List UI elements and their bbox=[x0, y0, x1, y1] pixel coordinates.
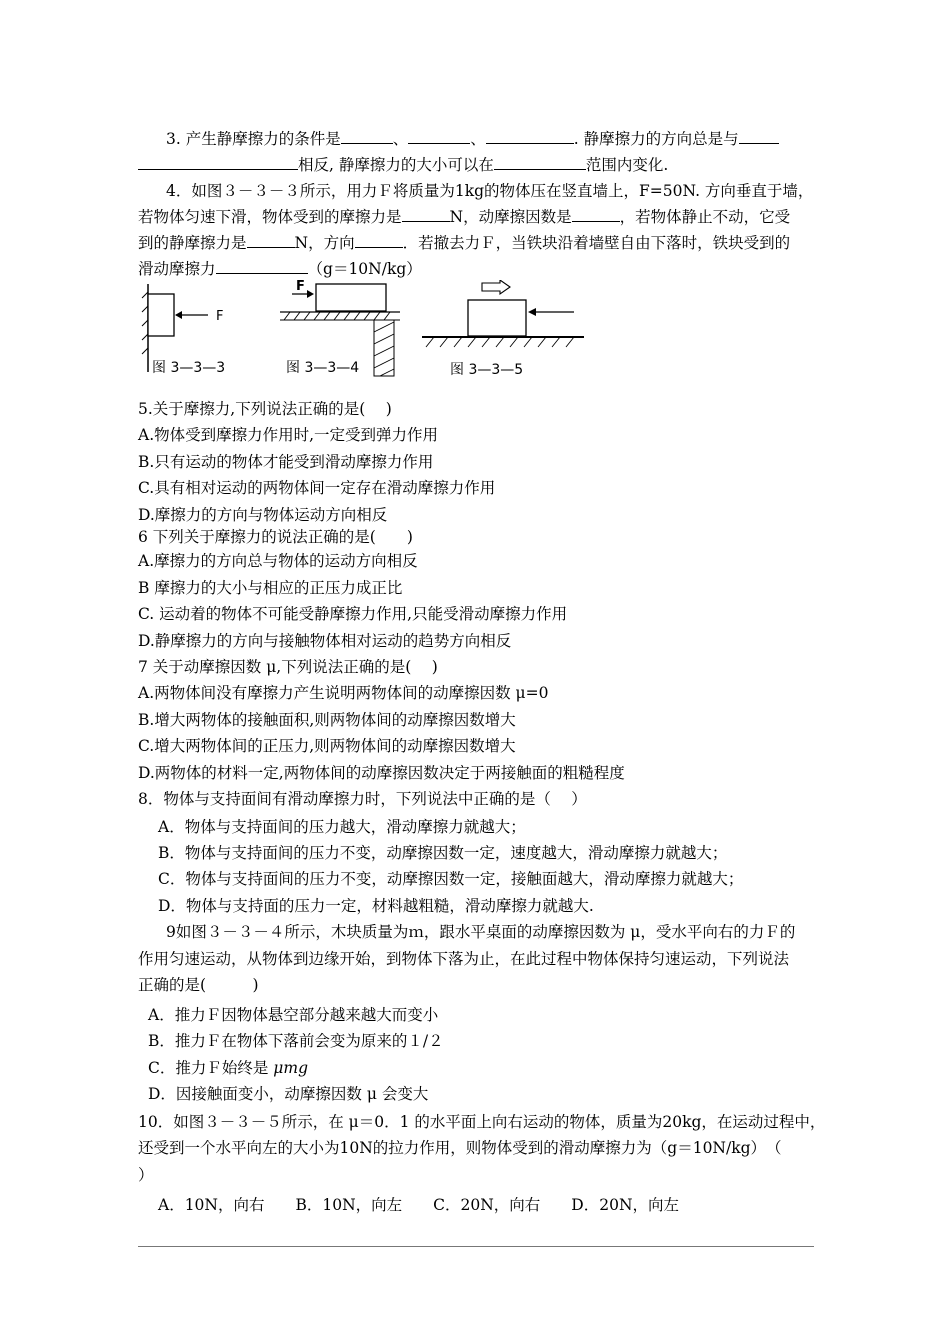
q3-text-d: 范围内变化. bbox=[585, 156, 669, 174]
caption-fig-3-3-5: 图 3—3—5 bbox=[450, 362, 524, 378]
q8-option-d[interactable]: D．物体与支持面的压力一定，材料越粗糙，滑动摩擦力就越大. bbox=[158, 897, 594, 915]
q9-option-c-text: C．推力Ｆ始终是 bbox=[148, 1059, 274, 1077]
q9-option-d[interactable]: D．因接触面变小，动摩擦因数 μ 会变大 bbox=[148, 1085, 429, 1103]
figure-3-3-3 bbox=[142, 284, 225, 376]
q3-sep-1: 、 bbox=[392, 130, 409, 148]
q3-line2 bbox=[138, 152, 668, 178]
q6-option-d[interactable]: D.静摩擦力的方向与接触物体相对运动的趋势方向相反 bbox=[138, 632, 512, 650]
caption-fig-3-3-3: 图 3—3—3 bbox=[152, 360, 226, 376]
table-hatching bbox=[284, 312, 390, 320]
q4-line1: 4．如图３－３－３所示，用力Ｆ将质量为1kg的物体压在竖直墙上，F=50N. 方向垂直于墙， bbox=[166, 182, 814, 200]
q9-option-c[interactable] bbox=[138, 1055, 308, 1081]
q4-blank-5[interactable] bbox=[216, 257, 308, 274]
q4-blank-3[interactable] bbox=[247, 231, 295, 248]
q4-text-a: 若物体匀速下滑，物体受到的摩擦力是 bbox=[138, 208, 402, 226]
q7-option-d[interactable]: D.两物体的材料一定,两物体间的动摩擦因数决定于两接触面的粗糙程度 bbox=[138, 764, 625, 782]
q4-line3 bbox=[138, 230, 790, 256]
q4-line4 bbox=[138, 256, 422, 282]
force-arrowhead-2 bbox=[307, 290, 314, 298]
force-label-1: F bbox=[216, 309, 224, 324]
q4-line2 bbox=[138, 204, 790, 230]
q9-line2: 作用匀速运动，从物体到边缘开始，到物体下落为止，在此过程中物体保持匀速运动，下列说法 bbox=[138, 950, 790, 968]
motion-arrow bbox=[482, 280, 510, 294]
q4-text-d: 到的静摩擦力是 bbox=[138, 234, 247, 252]
q8-option-a[interactable]: A．物体与支持面间的压力越大，滑动摩擦力就越大； bbox=[158, 818, 526, 836]
figure-3-3-4 bbox=[280, 280, 400, 376]
q8-option-c[interactable]: C．物体与支持面间的压力不变，动摩擦因数一定，接触面越大，滑动摩擦力就越大； bbox=[158, 870, 744, 888]
q4-text-f: ．若撤去力Ｆ，当铁块沿着墙壁自由下落时，铁块受到的 bbox=[402, 234, 791, 252]
caption-fig-3-3-4: 图 3—3—4 bbox=[286, 360, 360, 376]
q6-option-a[interactable]: A.摩擦力的方向总与物体的运动方向相反 bbox=[138, 552, 418, 570]
q6-stem: 6 下列关于摩擦力的说法正确的是( ) bbox=[138, 528, 413, 546]
q10-line3: ） bbox=[138, 1166, 154, 1184]
q3-line1 bbox=[138, 126, 779, 152]
q10-line1: 10．如图３－３－５所示，在 μ＝0．1 的水平面上向右运动的物体，质量为20kg，在运动过程中， bbox=[138, 1113, 826, 1131]
q7-option-b[interactable]: B.增大两物体的接触面积,则两物体间的动摩擦因数增大 bbox=[138, 711, 516, 729]
q4-text-g: 滑动摩擦力 bbox=[138, 260, 216, 278]
q4-blank-1[interactable] bbox=[402, 205, 450, 222]
footer-rule bbox=[138, 1246, 814, 1247]
q3-blank-2[interactable] bbox=[408, 127, 470, 144]
q4-text-h: （g＝10N/kg） bbox=[307, 260, 422, 278]
q5-option-a[interactable]: A.物体受到摩擦力作用时,一定受到弹力作用 bbox=[138, 426, 439, 444]
q9-option-b[interactable]: B．推力Ｆ在物体下落前会变为原来的１/２ bbox=[148, 1032, 444, 1050]
q3-text-c: 相反, 静摩擦力的大小可以在 bbox=[298, 156, 494, 174]
q3-blank-4[interactable] bbox=[739, 127, 779, 144]
block-2 bbox=[316, 284, 386, 311]
q3-blank-5[interactable] bbox=[138, 153, 298, 170]
q4-text-c: ，若物体静止不动，它受 bbox=[619, 208, 791, 226]
force-label-2: F bbox=[296, 280, 305, 294]
q10-options[interactable]: A．10N，向右 B．10N，向左 C．20N，向右 D．20N，向左 bbox=[158, 1196, 680, 1214]
wall-hatching bbox=[142, 292, 148, 354]
q7-option-a[interactable]: A.两物体间没有摩擦力产生说明两物体间的动摩擦因数 μ=0 bbox=[138, 684, 549, 702]
q9-option-c-formula: μmg bbox=[273, 1059, 308, 1077]
q9-line3: 正确的是( ) bbox=[138, 976, 259, 994]
q3-blank-6[interactable] bbox=[494, 153, 586, 170]
force-arrowhead-3 bbox=[528, 308, 536, 316]
figures-svg bbox=[138, 280, 598, 380]
q4-text-b: N，动摩擦因数是 bbox=[449, 208, 572, 226]
q8-option-b[interactable]: B．物体与支持面间的压力不变，动摩擦因数一定，速度越大，滑动摩擦力就越大； bbox=[158, 844, 728, 862]
q5-option-b[interactable]: B.只有运动的物体才能受到滑动摩擦力作用 bbox=[138, 453, 434, 471]
q7-stem: 7 关于动摩擦因数 μ,下列说法正确的是( ) bbox=[138, 658, 438, 676]
figure-3-3-5 bbox=[422, 280, 584, 378]
q8-stem: 8．物体与支持面间有滑动摩擦力时，下列说法中正确的是（ ） bbox=[138, 790, 587, 808]
q7-option-c[interactable]: C.增大两物体间的正压力,则两物体间的动摩擦因数增大 bbox=[138, 737, 516, 755]
q10-line2: 还受到一个水平向左的大小为10N的拉力作用，则物体受到的滑动摩擦力为（g＝10N/kg） （ bbox=[138, 1139, 782, 1157]
q6-option-c[interactable]: C. 运动着的物体不可能受静摩擦力作用,只能受滑动摩擦力作用 bbox=[138, 605, 568, 623]
q9-option-a[interactable]: A．推力Ｆ因物体悬空部分越来越大而变小 bbox=[148, 1006, 439, 1024]
block-3 bbox=[468, 300, 526, 336]
table-leg bbox=[374, 320, 394, 376]
force-arrowhead-1 bbox=[175, 311, 182, 319]
q5-option-c[interactable]: C.具有相对运动的两物体间一定存在滑动摩擦力作用 bbox=[138, 479, 496, 497]
q3-blank-1[interactable] bbox=[341, 127, 393, 144]
floor-hatching bbox=[426, 337, 574, 347]
q5-option-d[interactable]: D.摩擦力的方向与物体运动方向相反 bbox=[138, 506, 388, 524]
q4-blank-4[interactable] bbox=[355, 231, 403, 248]
q3-blank-3[interactable] bbox=[486, 127, 574, 144]
q6-option-b[interactable]: B 摩擦力的大小与相应的正压力成正比 bbox=[138, 579, 403, 597]
q4-blank-2[interactable] bbox=[572, 205, 620, 222]
q9-line1: 9如图３－３－４所示，木块质量为ｍ，跟水平桌面的动摩擦因数为 μ，受水平向右的力Ｆ的 bbox=[166, 923, 796, 941]
q3-sep-2: 、 bbox=[470, 130, 486, 148]
block-1 bbox=[148, 294, 174, 336]
q4-text-e: N，方向 bbox=[294, 234, 355, 252]
q3-text-b: . 静摩擦力的方向总是与 bbox=[573, 130, 739, 148]
q3-text-a: 3. 产生静摩擦力的条件是 bbox=[166, 130, 341, 148]
q5-stem: 5.关于摩擦力,下列说法正确的是( ) bbox=[138, 400, 392, 418]
figures-row bbox=[138, 280, 598, 380]
